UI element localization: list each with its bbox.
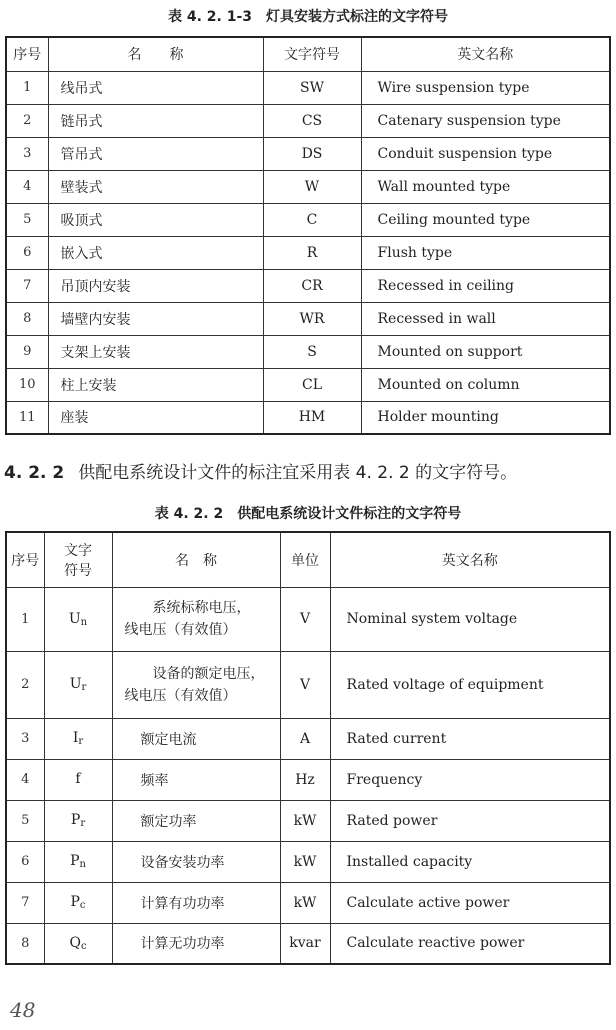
row-symbol: [44, 718, 112, 759]
symbol-base: P: [70, 894, 80, 910]
symbol-sub: r: [80, 818, 86, 829]
table1-caption: 表 4. 2. 1-3 灯具安装方式标注的文字符号: [167, 9, 449, 25]
table-row: [6, 923, 610, 964]
row-symbol: [44, 587, 112, 651]
table-row: [6, 841, 610, 882]
row-no: 8: [6, 923, 44, 964]
table-row: [6, 587, 610, 651]
table1-header-row: [6, 37, 610, 71]
row-symbol: [44, 759, 112, 800]
page-number: 48: [10, 998, 36, 1022]
row-name: 嵌入式: [48, 236, 263, 269]
table-row: [6, 882, 610, 923]
symbol-sub: n: [80, 616, 88, 628]
row-name: 吸顶式: [48, 203, 263, 236]
table2-header-english: 英文名称: [330, 532, 610, 587]
table-row: [6, 759, 610, 800]
row-name: 额定电流: [112, 718, 280, 759]
row-symbol: S: [263, 335, 361, 368]
section-text: 供配电系统设计文件的标注宜采用表 4. 2. 2 的文字符号。: [78, 463, 518, 483]
table-row: [6, 335, 610, 368]
table2-header-name: 名 称: [112, 532, 280, 587]
table2-caption: 表 4. 2. 2 供配电系统设计文件标注的文字符号: [154, 506, 462, 522]
table2-header-symbol-line2: 符号: [64, 562, 92, 579]
table-row: [6, 71, 610, 104]
row-name: 壁装式: [48, 170, 263, 203]
row-name-line1: 设备的额定电压，: [152, 665, 265, 682]
row-english: Holder mounting: [361, 401, 610, 434]
table2-header-no: 序号: [6, 532, 44, 587]
row-english: Installed capacity: [330, 841, 610, 882]
symbol-sub: r: [81, 682, 87, 693]
row-unit: kvar: [280, 923, 330, 964]
row-name: 支架上安装: [48, 335, 263, 368]
row-english: Rated current: [330, 718, 610, 759]
row-no: 6: [6, 841, 44, 882]
table-row: [6, 170, 610, 203]
row-name: 管吊式: [48, 137, 263, 170]
row-english: Flush type: [361, 236, 610, 269]
row-no: 3: [6, 718, 44, 759]
row-no: 1: [6, 587, 44, 651]
table2-header-symbol-line1: 文字: [64, 542, 92, 559]
row-no: 10: [6, 368, 48, 401]
table1-header-name: 名 称: [48, 37, 263, 71]
row-symbol: HM: [263, 401, 361, 434]
row-no: 4: [6, 759, 44, 800]
row-name: [112, 587, 280, 651]
row-no: 11: [6, 401, 48, 434]
table1-header-symbol: 文字符号: [263, 37, 361, 71]
symbol-base: f: [75, 771, 81, 787]
table-row: [6, 401, 610, 434]
table2-header-unit: 单位: [280, 532, 330, 587]
row-symbol: [44, 882, 112, 923]
row-symbol: [44, 841, 112, 882]
row-unit: V: [280, 651, 330, 718]
row-no: 2: [6, 104, 48, 137]
row-name-line1: 系统标称电压，: [152, 600, 251, 616]
section-number: 4. 2. 2: [4, 463, 65, 483]
row-english: Calculate active power: [330, 882, 610, 923]
table-row: [6, 718, 610, 759]
table1-header-no: 序号: [6, 37, 48, 71]
row-english: Conduit suspension type: [361, 137, 610, 170]
row-unit: Hz: [280, 759, 330, 800]
row-name: 座装: [48, 401, 263, 434]
row-english: Wire suspension type: [361, 71, 610, 104]
table2-header-symbol: [44, 532, 112, 587]
row-name: 计算无功功率: [112, 923, 280, 964]
row-no: 6: [6, 236, 48, 269]
row-name: 额定功率: [112, 800, 280, 841]
row-no: 5: [6, 203, 48, 236]
table-row: [6, 137, 610, 170]
symbol-base: Q: [69, 934, 81, 951]
row-symbol: WR: [263, 302, 361, 335]
row-english: Rated power: [330, 800, 610, 841]
symbol-base: P: [70, 853, 80, 869]
row-name-line2: 线电压（有效值）: [124, 687, 237, 704]
row-unit: kW: [280, 882, 330, 923]
table-row: [6, 302, 610, 335]
row-name: 链吊式: [48, 104, 263, 137]
row-english: Mounted on support: [361, 335, 610, 368]
row-no: 3: [6, 137, 48, 170]
symbol-base: P: [70, 812, 81, 828]
table-row: [6, 368, 610, 401]
row-name: 频率: [112, 759, 280, 800]
row-no: 7: [6, 882, 44, 923]
row-name: 计算有功功率: [112, 882, 280, 923]
row-symbol: [44, 800, 112, 841]
symbol-base: U: [68, 610, 81, 627]
table2: [5, 531, 611, 965]
symbol-sub: n: [79, 859, 86, 870]
row-english: Ceiling mounted type: [361, 203, 610, 236]
row-symbol: CR: [263, 269, 361, 302]
row-symbol: SW: [263, 71, 361, 104]
row-unit: V: [280, 587, 330, 651]
table1-header-english: 英文名称: [361, 37, 610, 71]
symbol-sub: r: [78, 736, 84, 747]
row-symbol: CL: [263, 368, 361, 401]
row-name: [112, 651, 280, 718]
row-symbol: DS: [263, 137, 361, 170]
row-unit: A: [280, 718, 330, 759]
table2-header-row: [6, 532, 610, 587]
row-no: 2: [6, 651, 44, 718]
row-symbol: W: [263, 170, 361, 203]
row-symbol: CS: [263, 104, 361, 137]
table-row: [6, 236, 610, 269]
row-symbol: [44, 651, 112, 718]
row-no: 9: [6, 335, 48, 368]
symbol-base: U: [69, 676, 82, 692]
row-symbol: R: [263, 236, 361, 269]
row-name-line2: 线电压（有效值）: [124, 622, 237, 638]
row-name: 柱上安装: [48, 368, 263, 401]
row-no: 5: [6, 800, 44, 841]
row-no: 4: [6, 170, 48, 203]
row-english: Recessed in wall: [361, 302, 610, 335]
row-english: Wall mounted type: [361, 170, 610, 203]
row-english: Mounted on column: [361, 368, 610, 401]
row-name: 线吊式: [48, 71, 263, 104]
row-name: 墙壁内安装: [48, 302, 263, 335]
row-no: 8: [6, 302, 48, 335]
symbol-sub: c: [80, 940, 87, 952]
symbol-base: I: [72, 730, 79, 746]
row-name: 吊顶内安装: [48, 269, 263, 302]
table1: [5, 36, 611, 435]
table-row: [6, 104, 610, 137]
symbol-sub: c: [79, 900, 86, 911]
row-english: Rated voltage of equipment: [330, 651, 610, 718]
row-symbol: C: [263, 203, 361, 236]
table-row: [6, 651, 610, 718]
row-english: Calculate reactive power: [330, 923, 610, 964]
row-unit: kW: [280, 841, 330, 882]
row-symbol: [44, 923, 112, 964]
section-paragraph: [4, 458, 616, 483]
row-no: 7: [6, 269, 48, 302]
row-english: Recessed in ceiling: [361, 269, 610, 302]
row-english: Nominal system voltage: [330, 587, 610, 651]
table-row: [6, 269, 610, 302]
row-unit: kW: [280, 800, 330, 841]
row-no: 1: [6, 71, 48, 104]
table-row: [6, 203, 610, 236]
row-english: Catenary suspension type: [361, 104, 610, 137]
row-name: 设备安装功率: [112, 841, 280, 882]
table-row: [6, 800, 610, 841]
row-english: Frequency: [330, 759, 610, 800]
